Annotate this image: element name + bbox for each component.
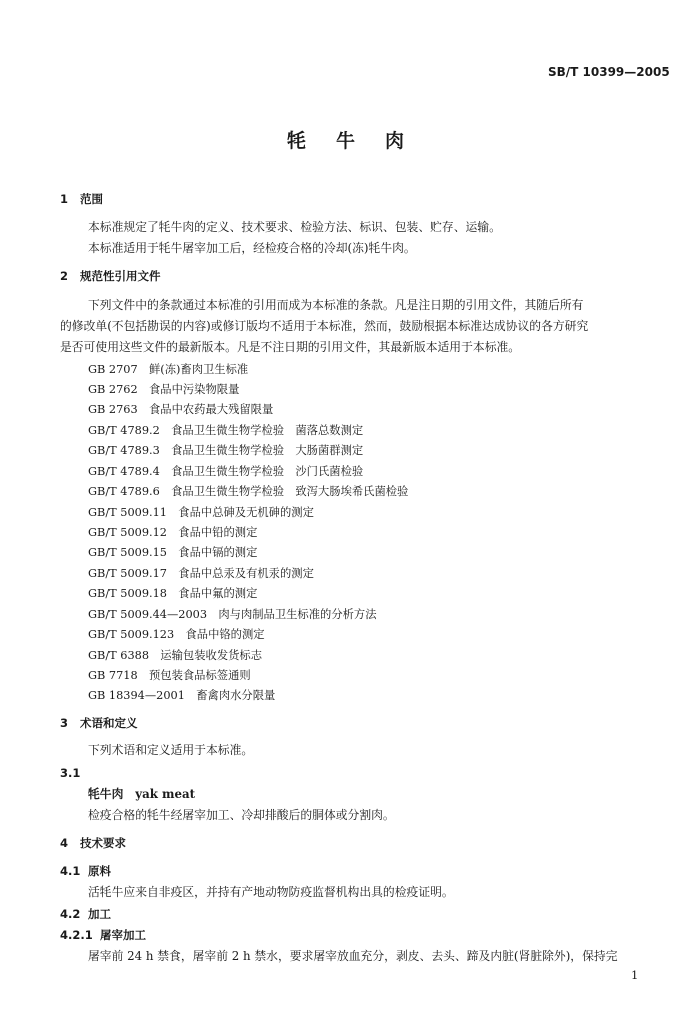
- reference-title: 食品中污染物限量: [148, 383, 240, 396]
- reference-code: GB/T 5009.15: [88, 546, 167, 559]
- reference-item: [88, 445, 363, 456]
- reference-code: GB 7718: [88, 669, 138, 682]
- page-number: 1: [631, 968, 639, 982]
- paragraph: 屠宰前 24 h 禁食，屠宰前 2 h 禁水，要求屠宰放血充分，剥皮、去头、蹄及内脏(肾脏除外)，保持完: [88, 949, 618, 963]
- term-definition: 检疫合格的牦牛经屠宰加工、冷却排酸后的胴体或分割肉。: [88, 808, 395, 822]
- section-heading: 范围: [80, 192, 103, 206]
- reference-title: 食品中铅的测定: [178, 526, 258, 539]
- paragraph-line: 的修改单(不包括勘误的内容)或修订版均不适用于本标准，然而，鼓励根据本标准达成协议的各方研究: [60, 319, 589, 333]
- reference-code: GB/T 5009.11: [88, 506, 167, 519]
- reference-title: 食品中总汞及有机汞的测定: [178, 567, 314, 580]
- section-heading: 技术要求: [80, 836, 126, 850]
- reference-title: 食品卫生微生物学检验 菌落总数测定: [171, 424, 364, 437]
- reference-code: GB/T 4789.6: [88, 485, 160, 498]
- subsection-number: 4.1: [60, 864, 81, 878]
- reference-title: 食品中总砷及无机砷的测定: [178, 506, 314, 519]
- reference-title: 运输包装收发货标志: [160, 649, 263, 662]
- reference-item: [88, 547, 257, 558]
- paragraph: 活牦牛应来自非疫区，并持有产地动物防疫监督机构出具的检疫证明。: [88, 885, 454, 899]
- reference-item: [88, 364, 248, 375]
- reference-code: GB/T 4789.4: [88, 465, 160, 478]
- reference-title: 食品中氟的测定: [178, 587, 258, 600]
- paragraph: 本标准规定了牦牛肉的定义、技术要求、检验方法、标识、包装、贮存、运输。: [88, 220, 501, 234]
- reference-title: 食品中镉的测定: [178, 546, 258, 559]
- subsection-heading: 屠宰加工: [100, 928, 146, 942]
- paragraph-line: 是否可使用这些文件的最新版本。凡是不注日期的引用文件，其最新版本适用于本标准。: [60, 340, 521, 354]
- section-number: 2: [60, 269, 69, 283]
- reference-code: GB/T 5009.18: [88, 587, 167, 600]
- reference-code: GB/T 6388: [88, 649, 150, 662]
- subsection-heading: 原料: [88, 864, 111, 878]
- reference-code: GB/T 4789.3: [88, 444, 160, 457]
- reference-item: [88, 404, 273, 415]
- section-heading: 规范性引用文件: [80, 269, 161, 283]
- subsection-number: 3.1: [60, 766, 81, 780]
- reference-item: [88, 425, 363, 436]
- standard-number: SB/T 10399—2005: [548, 65, 670, 79]
- subsection-heading: 加工: [88, 907, 111, 921]
- reference-item: [88, 650, 262, 661]
- reference-item: [88, 527, 257, 538]
- reference-item: [88, 588, 257, 599]
- reference-code: GB 2762: [88, 383, 138, 396]
- reference-item: [88, 629, 265, 640]
- reference-title: 肉与肉制品卫生标准的分析方法: [218, 608, 377, 621]
- reference-item: [88, 670, 251, 681]
- term-english: yak meat: [135, 787, 196, 801]
- reference-title: 鲜(冻)畜肉卫生标准: [148, 363, 249, 376]
- reference-item: [88, 466, 363, 477]
- reference-code: GB 2763: [88, 403, 138, 416]
- paragraph-line: 下列文件中的条款通过本标准的引用而成为本标准的条款。凡是注日期的引用文件，其随后所有: [88, 298, 584, 312]
- reference-title: 畜禽肉水分限量: [196, 689, 276, 702]
- reference-code: GB 2707: [88, 363, 138, 376]
- reference-code: GB/T 5009.12: [88, 526, 167, 539]
- paragraph: 下列术语和定义适用于本标准。: [88, 743, 254, 757]
- reference-item: [88, 384, 239, 395]
- reference-code: GB/T 5009.17: [88, 567, 167, 580]
- section-number: 1: [60, 192, 69, 206]
- reference-code: GB/T 5009.44—2003: [88, 608, 208, 621]
- term-entry: [88, 789, 195, 801]
- reference-item: [88, 609, 377, 620]
- reference-title: 食品卫生微生物学检验 沙门氏菌检验: [171, 465, 364, 478]
- reference-title: 食品中农药最大残留限量: [148, 403, 274, 416]
- reference-code: GB 18394—2001: [88, 689, 185, 702]
- subsection-number: 4.2.1: [60, 928, 93, 942]
- page-title: 牦牛肉: [287, 130, 435, 152]
- subsection-number: 4.2: [60, 907, 81, 921]
- term-chinese: 牦牛肉: [88, 787, 124, 801]
- reference-item: [88, 568, 314, 579]
- section-number: 3: [60, 716, 69, 730]
- reference-code: GB/T 5009.123: [88, 628, 175, 641]
- reference-code: GB/T 4789.2: [88, 424, 160, 437]
- reference-title: 食品卫生微生物学检验 大肠菌群测定: [171, 444, 364, 457]
- reference-title: 预包装食品标签通则: [148, 669, 251, 682]
- reference-title: 食品中铬的测定: [185, 628, 265, 641]
- reference-item: [88, 507, 314, 518]
- paragraph: 本标准适用于牦牛屠宰加工后，经检疫合格的冷却(冻)牦牛肉。: [88, 241, 416, 255]
- reference-item: [88, 690, 275, 701]
- reference-title: 食品卫生微生物学检验 致泻大肠埃希氏菌检验: [171, 485, 409, 498]
- section-heading: 术语和定义: [80, 716, 138, 730]
- reference-item: [88, 486, 408, 497]
- section-number: 4: [60, 836, 69, 850]
